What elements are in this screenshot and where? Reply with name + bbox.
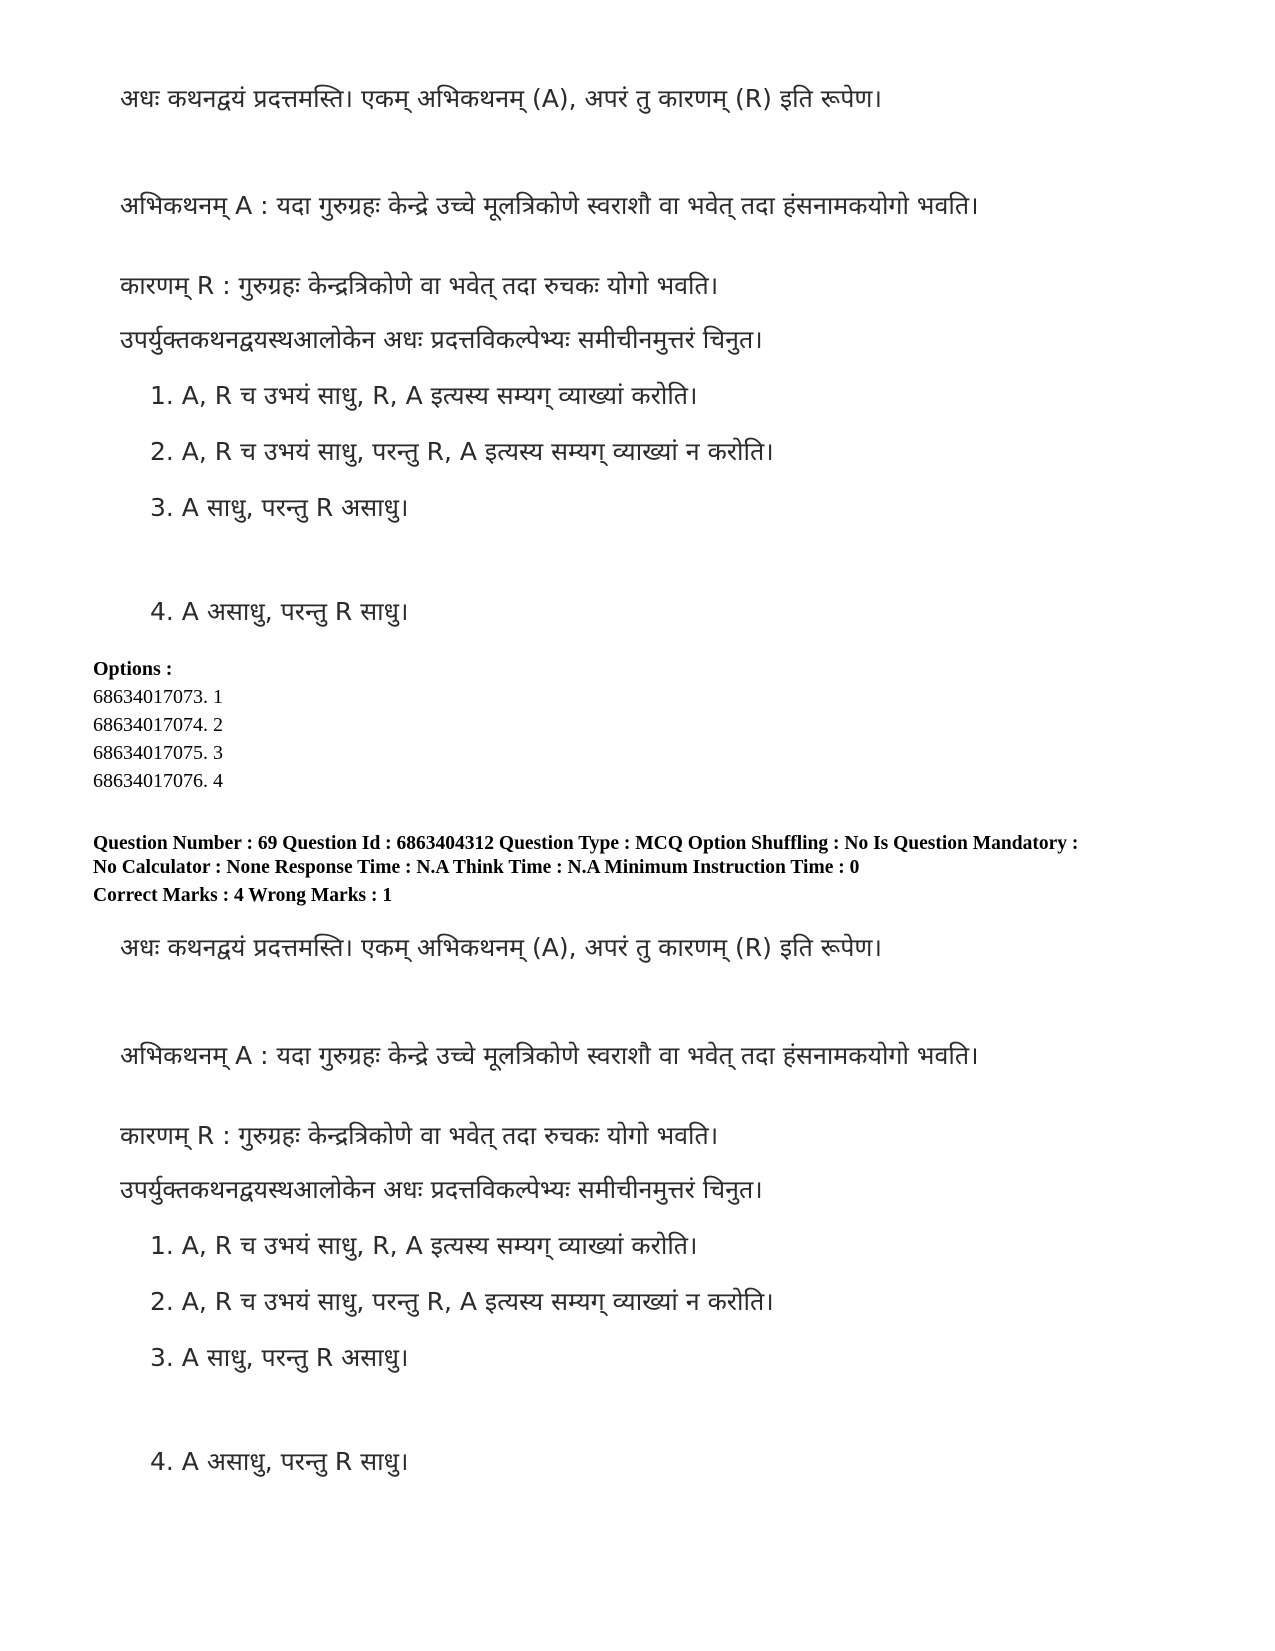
q1-reason: कारणम् R : गुरुग्रहः केन्द्रत्रिकोणे वा भवेत् तदा रुचकः योगो भवति। bbox=[120, 271, 719, 300]
question-meta bbox=[93, 832, 1193, 908]
q1-intro: अधः कथनद्वयं प्रदत्तमस्ति। एकम् अभिकथनम् (A), अपरं तु कारणम् (R) इति रूपेण। bbox=[120, 84, 882, 113]
options-heading: Options : bbox=[93, 658, 173, 680]
q1-choice-2: 2. A, R च उभयं साधु, परन्तु R, A इत्यस्य सम्यग् व्याख्यां न करोति। bbox=[150, 437, 774, 466]
q2-choice-1: 1. A, R च उभयं साधु, R, A इत्यस्य सम्यग् व्याख्यां करोति। bbox=[150, 1231, 698, 1260]
q1-assertion: अभिकथनम् A : यदा गुरुग्रहः केन्द्रे उच्चे मूलत्रिकोणे स्वराशौ वा भवेत् तदा हंसनामकयोगो भवति। bbox=[120, 191, 979, 220]
option-id-1: 68634017073. 1 bbox=[93, 686, 223, 708]
q1-choice-4: 4. A असाधु, परन्तु R साधु। bbox=[150, 597, 409, 626]
q2-choice-2: 2. A, R च उभयं साधु, परन्तु R, A इत्यस्य सम्यग् व्याख्यां न करोति। bbox=[150, 1287, 774, 1316]
option-id-4: 68634017076. 4 bbox=[93, 770, 223, 792]
q1-instruction: उपर्युक्तकथनद्वयस्थआलोकेन अधः प्रदत्तविकल्पेभ्यः समीचीनमुत्तरं चिनुत। bbox=[120, 325, 763, 354]
q1-choice-3: 3. A साधु, परन्तु R असाधु। bbox=[150, 493, 409, 522]
q1-choice-1: 1. A, R च उभयं साधु, R, A इत्यस्य सम्यग् व्याख्यां करोति। bbox=[150, 381, 698, 410]
q2-choice-4: 4. A असाधु, परन्तु R साधु। bbox=[150, 1447, 409, 1476]
q2-assertion: अभिकथनम् A : यदा गुरुग्रहः केन्द्रे उच्चे मूलत्रिकोणे स्वराशौ वा भवेत् तदा हंसनामकयोगो भवति। bbox=[120, 1041, 979, 1070]
q2-intro: अधः कथनद्वयं प्रदत्तमस्ति। एकम् अभिकथनम् (A), अपरं तु कारणम् (R) इति रूपेण। bbox=[120, 933, 882, 962]
question-meta-line-2: No Calculator : None Response Time : N.A Think Time : N.A Minimum Instruction Time : 0 bbox=[93, 857, 860, 878]
q2-instruction: उपर्युक्तकथनद्वयस्थआलोकेन अधः प्रदत्तविकल्पेभ्यः समीचीनमुत्तरं चिनुत। bbox=[120, 1175, 763, 1204]
option-id-2: 68634017074. 2 bbox=[93, 714, 223, 736]
question-marks: Correct Marks : 4 Wrong Marks : 1 bbox=[93, 885, 393, 906]
question-meta-line-1: Question Number : 69 Question Id : 6863404312 Question Type : MCQ Option Shuffling : No Is Question Mandatory : bbox=[93, 833, 1079, 854]
q2-choice-3: 3. A साधु, परन्तु R असाधु। bbox=[150, 1343, 409, 1372]
option-id-3: 68634017075. 3 bbox=[93, 742, 223, 764]
q2-reason: कारणम् R : गुरुग्रहः केन्द्रत्रिकोणे वा भवेत् तदा रुचकः योगो भवति। bbox=[120, 1121, 719, 1150]
